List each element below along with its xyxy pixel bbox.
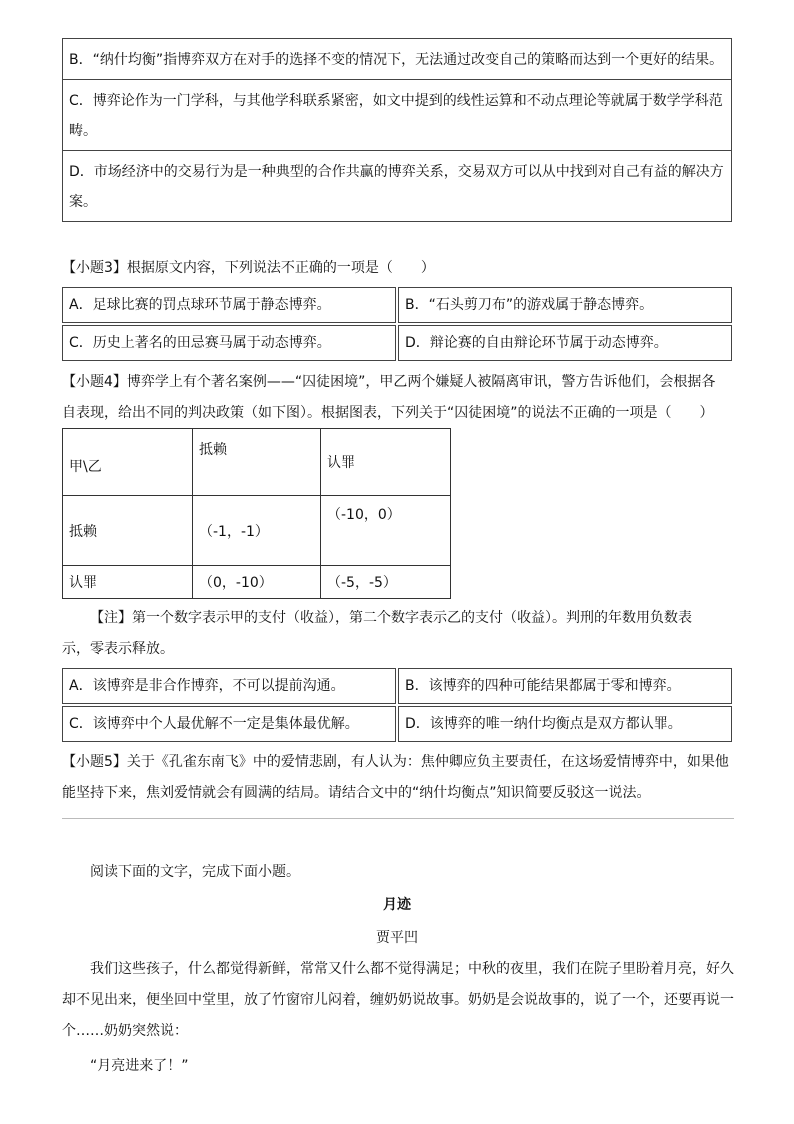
- table-cell-deny-deny: （-1，-1）: [193, 496, 321, 566]
- q3-option-d[interactable]: D．辩论赛的自由辩论环节属于动态博弈。: [398, 325, 732, 361]
- prisoners-dilemma-table: [62, 428, 451, 599]
- q4-option-d[interactable]: D．该博弈的唯一纳什均衡点是双方都认罪。: [398, 706, 732, 742]
- q4-note-line1: 【注】第一个数字表示甲的支付（收益），第二个数字表示乙的支付（收益）。判刑的年数用负数表: [90, 610, 692, 626]
- q5-line1: 【小题5】关于《孔雀东南飞》中的爱情悲剧，有人认为：焦仲卿应负主要责任，在这场爱情博弈中，如果他: [62, 754, 729, 770]
- q3-option-c[interactable]: C．历史上著名的田忌赛马属于动态博弈。: [62, 325, 396, 361]
- table-row-label-confess: 认罪: [63, 566, 193, 599]
- q3-option-b[interactable]: B．“石头剪刀布”的游戏属于静态博弈。: [398, 287, 732, 323]
- table-cell-confess-deny: （0，-10）: [193, 566, 321, 599]
- section-divider: [62, 818, 734, 819]
- q2-option-b[interactable]: B．“纳什均衡”指博弈双方在对手的选择不变的情况下，无法通过改变自己的策略而达到一个更好的结果。: [69, 52, 724, 68]
- table-corner-cell: 甲\乙: [63, 429, 193, 496]
- article-paragraph-2: “月亮进来了！”: [90, 1058, 189, 1074]
- q4-stem-line2: 自表现，给出不同的判决政策（如下图）。根据图表，下列关于“囚徒困境”的说法不正确的一项是（ ）: [62, 405, 714, 421]
- q4-option-b[interactable]: B．该博弈的四种可能结果都属于零和博弈。: [398, 668, 732, 704]
- table-cell-deny-confess: （-10，0）: [321, 496, 451, 566]
- q4-option-c[interactable]: C．该博弈中个人最优解不一定是集体最优解。: [62, 706, 396, 742]
- q4-stem-line1: 【小题4】博弈学上有个著名案例——“囚徒困境”，甲乙两个嫌疑人被隔离审讯，警方告诉他们，会根据各: [62, 374, 716, 390]
- table-header-deny: 抵赖: [193, 429, 321, 496]
- q4-note-line2: 示，零表示释放。: [62, 641, 174, 657]
- q4-options: [62, 668, 732, 742]
- article-author: 贾平凹: [376, 930, 418, 946]
- article-title: 月迹: [383, 897, 411, 913]
- q3-option-a[interactable]: A．足球比赛的罚点球环节属于静态博弈。: [62, 287, 396, 323]
- table-header-confess: 认罪: [321, 429, 451, 496]
- table-cell-confess-confess: （-5，-5）: [321, 566, 451, 599]
- q3-stem: 【小题3】根据原文内容，下列说法不正确的一项是（ ）: [62, 260, 435, 276]
- reading-instruction: 阅读下面的文字，完成下面小题。: [90, 864, 300, 880]
- q2-options-box: [62, 38, 732, 222]
- q4-option-a[interactable]: A．该博弈是非合作博弈，不可以提前沟通。: [62, 668, 396, 704]
- table-row-label-deny: 抵赖: [63, 496, 193, 566]
- q5-line2: 能坚持下来，焦刘爱情就会有圆满的结局。请结合文中的“纳什均衡点”知识简要反驳这一说法。: [62, 785, 651, 801]
- q3-options: [62, 287, 732, 361]
- q2-option-c[interactable]: C．博弈论作为一门学科，与其他学科联系紧密，如文中提到的线性运算和不动点理论等就属于数学学科范畴。: [63, 79, 731, 150]
- article-paragraph-1: 我们这些孩子，什么都觉得新鲜，常常又什么都不觉得满足；中秋的夜里，我们在院子里盼着月亮，好久却不见出来，便坐回中堂里，放了竹窗帘儿闷着，缠奶奶说故事。奶奶是会说故事的，说了一个，还要再说一个……奶奶突然说：: [62, 961, 734, 1039]
- q2-option-d[interactable]: D．市场经济中的交易行为是一种典型的合作共赢的博弈关系，交易双方可以从中找到对自己有益的解决方案。: [63, 150, 731, 221]
